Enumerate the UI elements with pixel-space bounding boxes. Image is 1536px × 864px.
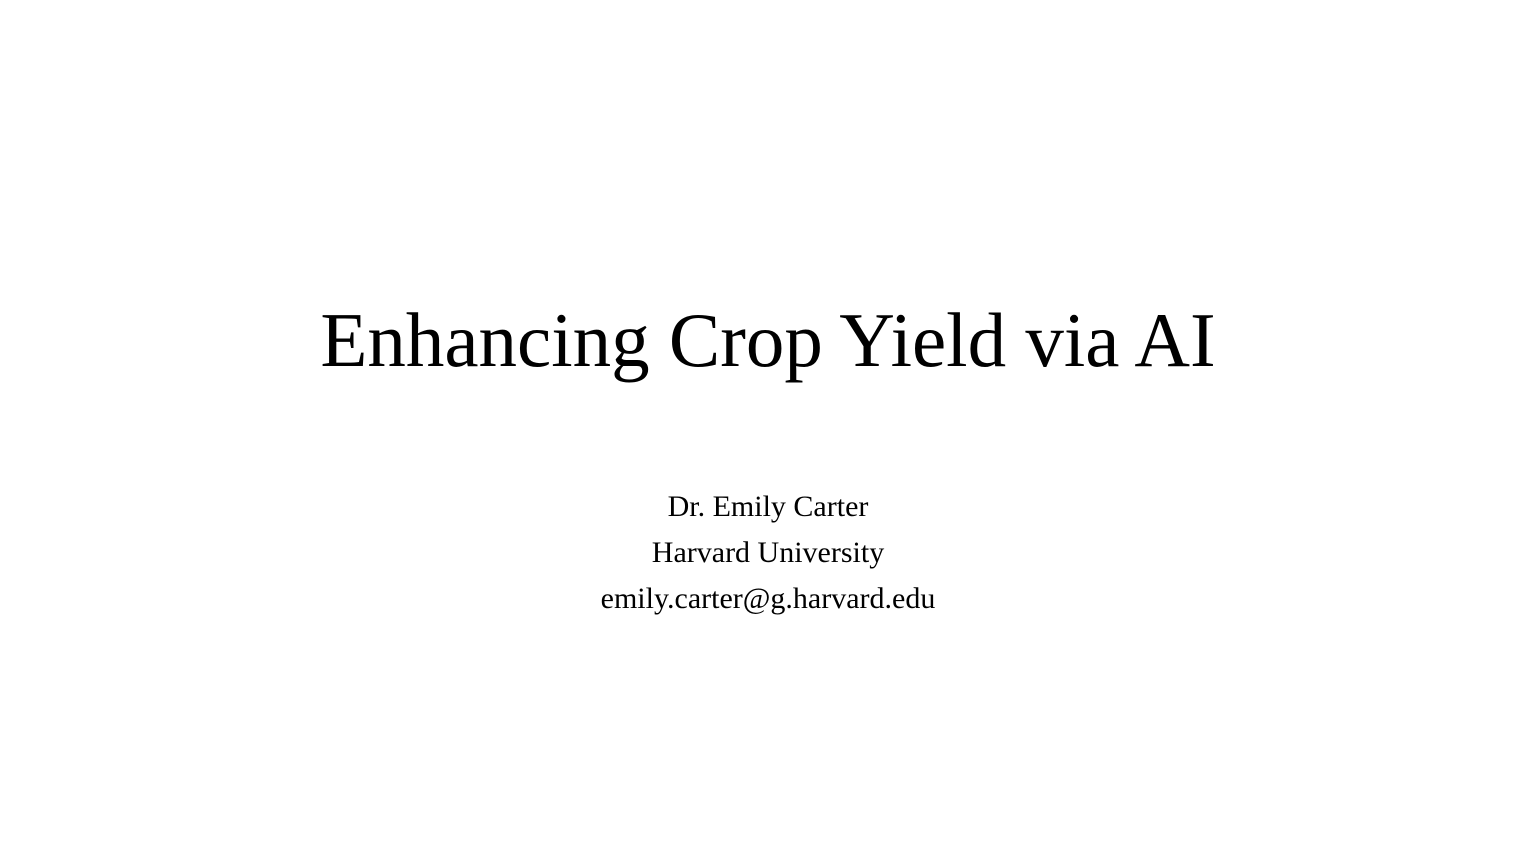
author-email: emily.carter@g.harvard.edu	[600, 582, 936, 615]
author-affiliation: Harvard University	[651, 536, 885, 569]
author-info	[0, 484, 1536, 622]
slide-title: Enhancing Crop Yield via AI	[320, 297, 1216, 383]
author-name: Dr. Emily Carter	[667, 490, 869, 523]
